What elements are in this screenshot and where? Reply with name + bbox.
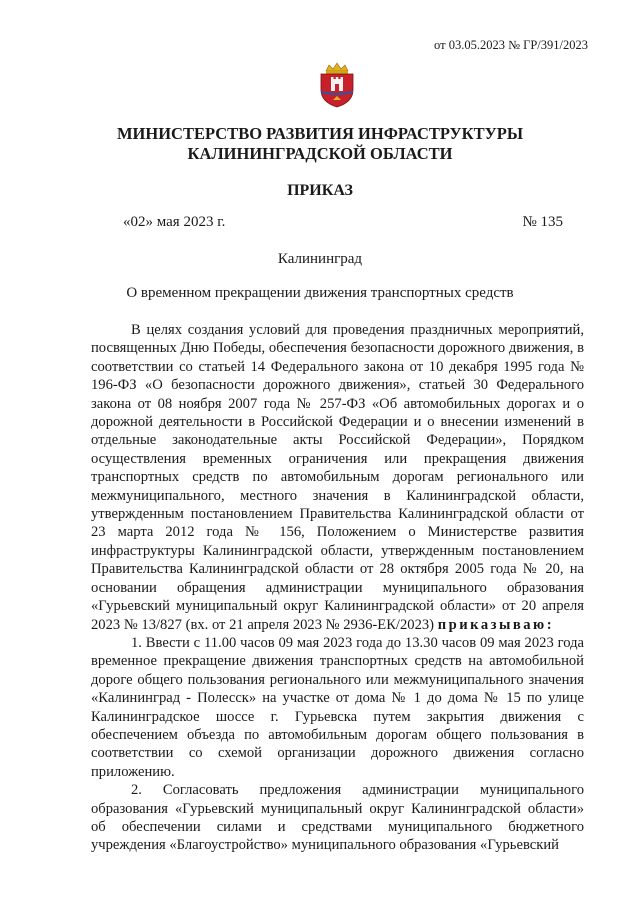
registration-number: от 03.05.2023 № ГР/391/2023: [434, 38, 588, 52]
ministry-title: [0, 124, 640, 164]
paragraph-item-1: 1. Ввести с 11.00 часов 09 мая 2023 года до 13.30 часов 09 мая 2023 года временное прекращение движения транспортных средств на автомобильной дороге общего пользования регионального или межмуниципального значения «Калининград - Полесск» на участке от дома № 1 до дома № 15 по улице Калининградское шоссе г. Гурьевска путем закрытия движения с обеспечением объезда по автомобильным дорогам общего пользования в соответствии со схемой организации дорожного движения согласно приложению.: [91, 634, 584, 780]
document-date: «02» мая 2023 г.: [123, 214, 226, 230]
paragraph-item-2: 2. Согласовать предложения администрации муниципального образования «Гурьевский муниципальный округ Калининградской области» об обеспечении силами и средствами муниципального бюджетного учреждения «Благоустройство» муниципального образования «Гурьевский: [91, 782, 584, 854]
document-city: Калининград: [277, 251, 363, 267]
kaliningrad-coat-of-arms-icon: [317, 62, 357, 108]
ministry-title-line1: МИНИСТЕРСТВО РАЗВИТИЯ ИНФРАСТРУКТУРЫ: [116, 124, 524, 143]
ministry-title-line2: КАЛИНИНГРАДСКОЙ ОБЛАСТИ: [187, 144, 453, 163]
order-keyword: приказываю:: [437, 616, 555, 633]
document-number: № 135: [522, 214, 563, 230]
document-subject: О временном прекращении движения транспортных средств: [126, 285, 514, 301]
document-type: ПРИКАЗ: [287, 182, 353, 199]
paragraph-preamble: [91, 321, 584, 634]
preamble-text: В целях создания условий для проведения праздничных мероприятий, посвященных Дню Победы, обеспечения безопасности дорожного движения, в соответствии со статьей 14 Федерального закона от 10 декабря 1995 года № 196-ФЗ «О безопасности дорожного движения», статьей 30 Федерального закона от 08 ноября 2007 года № 257-ФЗ «Об автомобильных дорогах и о дорожной деятельности в Российской Федерации и о внесении изменений в отдельные законодательные акты Российской Федерации», Порядком осуществления временных ограничения или прекращения движения транспортных средств по автомобильным дорогам регионального или межмуниципального, местного значения в Калининградской области, утвержденным постановлением Правительства Калининградской области от 23 марта 2012 года № 156, Положением о Министерстве развития инфраструктуры Калининградской области, утвержденным постановлением Правительства Калининградской области от 28 октября 2005 года № 20, на основании обращения администрации муниципального образования «Гурьевский муниципальный округ Калининградской области» от 20 апреля 2023 № 13/827 (вх. от 21 апреля 2023 № 2936-ЕК/2023): [91, 322, 584, 633]
document-body: [91, 321, 584, 855]
